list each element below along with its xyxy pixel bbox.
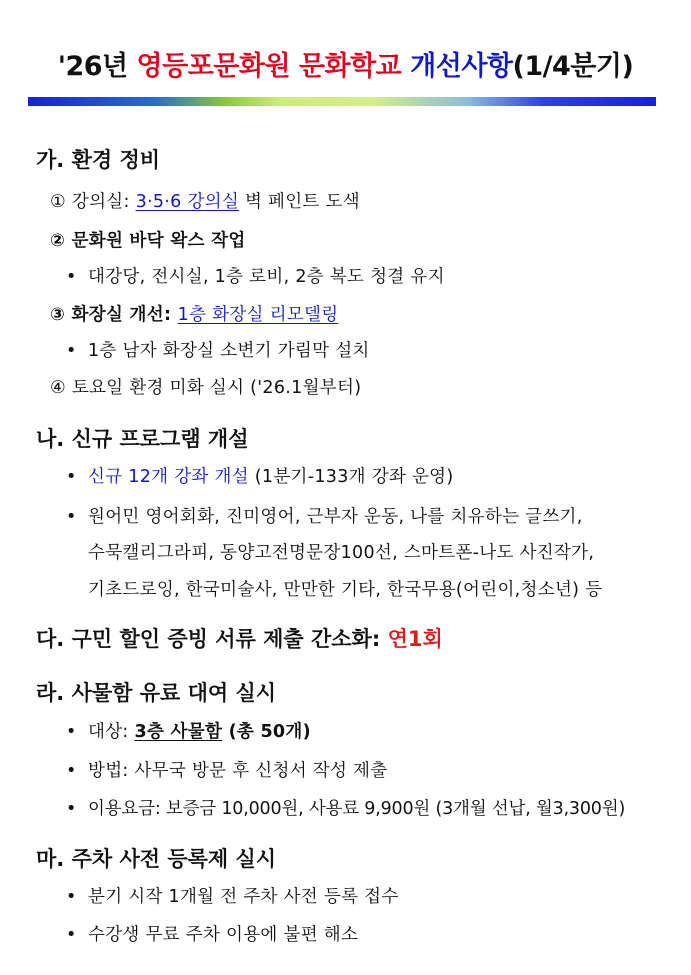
ga-item-3-bullet-text: 1층 남자 화장실 소변기 가림막 설치 [88,341,370,361]
ga-item-1-label: 강의실: [71,192,136,212]
na-bullet-1-rest: (1분기-133개 강좌 운영) [248,467,454,487]
section-heading-da [36,623,443,653]
page-title [0,44,691,83]
bullet-icon: • [66,467,77,487]
title-subject: 개선사항 [410,51,513,82]
ra-bullet-1-label: 대상: [88,722,135,742]
bullet-icon: • [66,887,77,907]
ga-item-3 [50,301,338,326]
ga-item-1-rest: 벽 페인트 도색 [239,192,360,212]
bullet-icon: • [66,267,77,287]
bullet-icon: • [66,507,77,527]
ma-bullet-1 [66,883,399,908]
ga-item-1-highlight: 3·5·6 강의실 [135,192,240,212]
na-bullet-1-highlight: 신규 12개 강좌 개설 [88,467,249,487]
ga-item-2-text: 문화원 바닥 왁스 작업 [71,231,246,251]
section-heading-ma: 마. 주차 사전 등록제 실시 [36,847,277,871]
section-heading-ra: 라. 사물함 유료 대여 실시 [36,681,277,705]
na-bullet-1 [66,463,454,488]
bullet-icon: • [66,761,77,781]
ra-bullet-2-text: 방법: 사무국 방문 후 신청서 작성 제출 [88,761,388,781]
na-bullet-2-line-2: 수묵캘리그라피, 동양고전명문장100선, 스마트폰-나도 사진작가, [88,543,595,563]
ga-item-2-bullet [66,263,445,288]
ma-bullet-2 [66,921,358,946]
ga-item-2-bullet-text: 대강당, 전시실, 1층 로비, 2층 복도 청결 유지 [88,267,445,287]
ra-bullet-1-underlined: 3층 사물함 [134,722,223,742]
bullet-icon: • [66,799,77,819]
ra-bullet-1-rest: (총 50개) [222,722,311,742]
ga-item-1 [50,188,360,213]
na-bullet-2-line-3: 기초드로잉, 한국미술사, 만만한 기타, 한국무용(어린이,청소년) 등 [88,580,603,600]
ra-bullet-2 [66,757,387,782]
na-bullet-2-line-1: 원어민 영어회화, 진미영어, 근부자 운동, 나를 치유하는 글쓰기, [88,507,583,527]
title-prefix: '26년 [57,51,137,82]
bullet-icon: • [66,925,77,945]
ga-item-3-num: ③ [50,305,66,325]
section-heading-ga: 가. 환경 정비 [36,148,161,172]
na-bullet-2 [66,503,583,528]
title-org: 영등포문화원 문화학교 [136,51,402,82]
ra-bullet-3-text: 이용요금: 보증금 10,000원, 사용료 9,900원 (3개월 선납, 월3,300원) [88,799,626,819]
title-period: (1/4분기) [512,51,634,82]
da-heading-text: 다. 구민 할인 증빙 서류 제출 간소화: [36,627,388,651]
ga-item-2 [50,227,246,252]
ra-bullet-3 [66,795,625,820]
title-gradient-bar [28,97,656,106]
ga-item-4-num: ④ [50,378,66,398]
ga-item-3-label: 화장실 개선: [71,305,178,325]
ga-item-1-num: ① [50,192,66,212]
ga-item-3-highlight: 1층 화장실 리모델링 [177,305,339,325]
ma-bullet-2-text: 수강생 무료 주차 이용에 불편 해소 [88,925,359,945]
ga-item-3-bullet [66,337,370,362]
bullet-icon: • [66,722,77,742]
da-highlight: 연1회 [387,627,443,651]
section-heading-na: 나. 신규 프로그램 개설 [36,427,249,451]
ma-bullet-1-text: 분기 시작 1개월 전 주차 사전 등록 접수 [88,887,399,907]
bullet-icon: • [66,341,77,361]
ga-item-2-num: ② [50,231,66,251]
ga-item-4 [50,374,361,399]
ra-bullet-1 [66,718,311,743]
ga-item-4-text: 토요일 환경 미화 실시 ('26.1월부터) [71,378,362,398]
